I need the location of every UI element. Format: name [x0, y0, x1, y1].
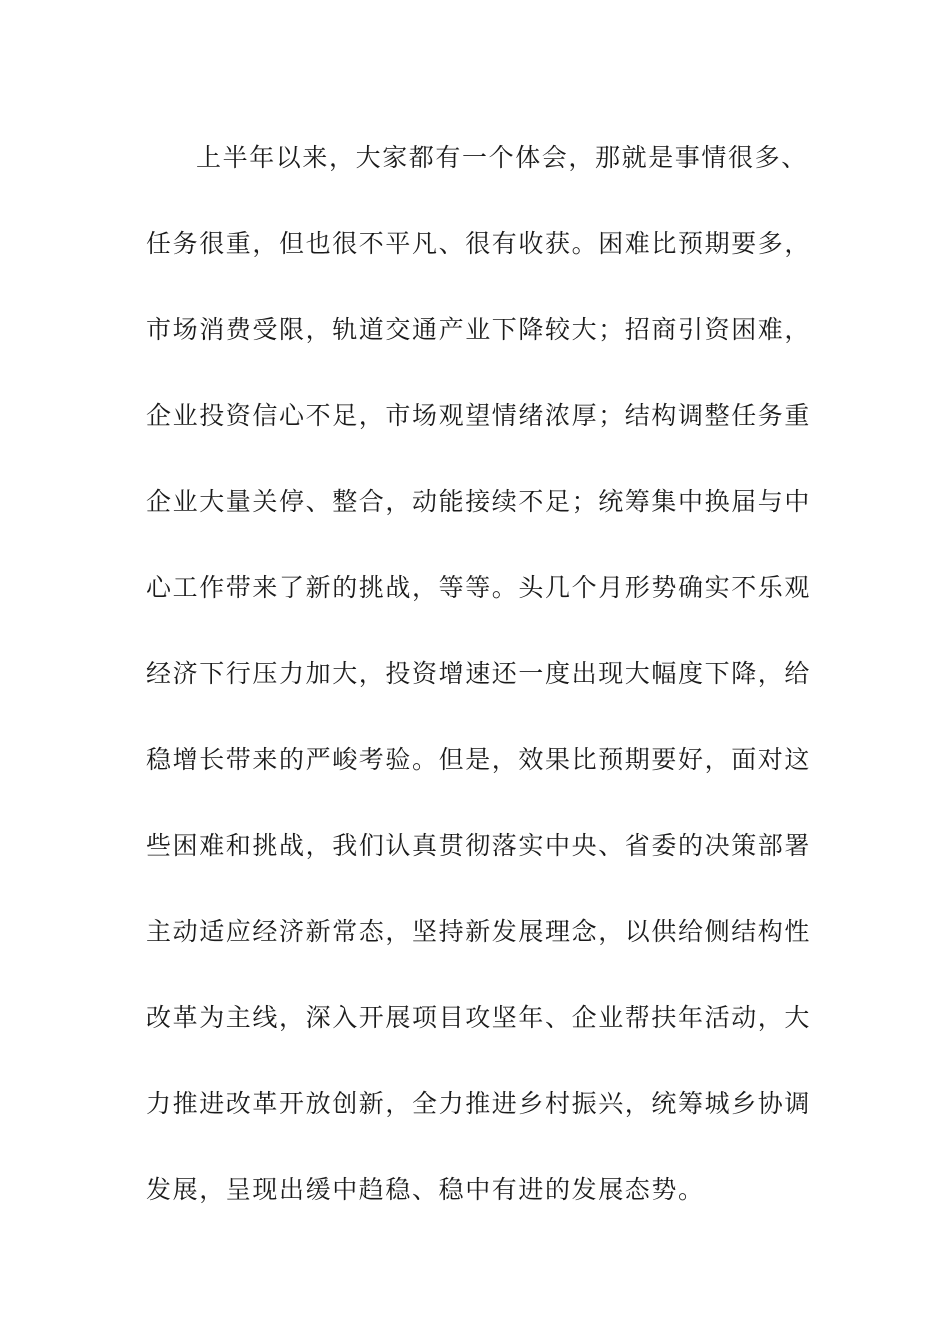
paragraph-line-4: 企业投资信心不足，市场观望情绪浓厚；结构调整任务重 — [146, 401, 812, 430]
paragraph-line-3: 市场消费受限，轨道交通产业下降较大；招商引资困难， — [146, 315, 812, 344]
paragraph-line-7: 经济下行压力加大，投资增速还一度出现大幅度下降，给 — [146, 659, 812, 688]
paragraph-line-1: 上半年以来，大家都有一个体会，那就是事情很多、 — [196, 143, 808, 172]
paragraph-line-13: 发展，呈现出缓中趋稳、稳中有进的发展态势。 — [146, 1175, 705, 1204]
paragraph-line-11: 改革为主线，深入开展项目攻坚年、企业帮扶年活动，大 — [146, 1003, 812, 1032]
paragraph-line-6: 心工作带来了新的挑战，等等。头几个月形势确实不乐观 — [146, 573, 812, 602]
paragraph-line-9: 些困难和挑战，我们认真贯彻落实中央、省委的决策部署 — [146, 831, 812, 860]
paragraph-line-2: 任务很重，但也很不平凡、很有收获。困难比预期要多， — [146, 229, 812, 258]
paragraph-line-5: 企业大量关停、整合，动能接续不足；统筹集中换届与中 — [146, 487, 812, 516]
paragraph-line-12: 力推进改革开放创新，全力推进乡村振兴，统筹城乡协调 — [146, 1089, 812, 1118]
paragraph-line-10: 主动适应经济新常态，坚持新发展理念，以供给侧结构性 — [146, 917, 812, 946]
paragraph-line-8: 稳增长带来的严峻考验。但是，效果比预期要好，面对这 — [146, 745, 812, 774]
